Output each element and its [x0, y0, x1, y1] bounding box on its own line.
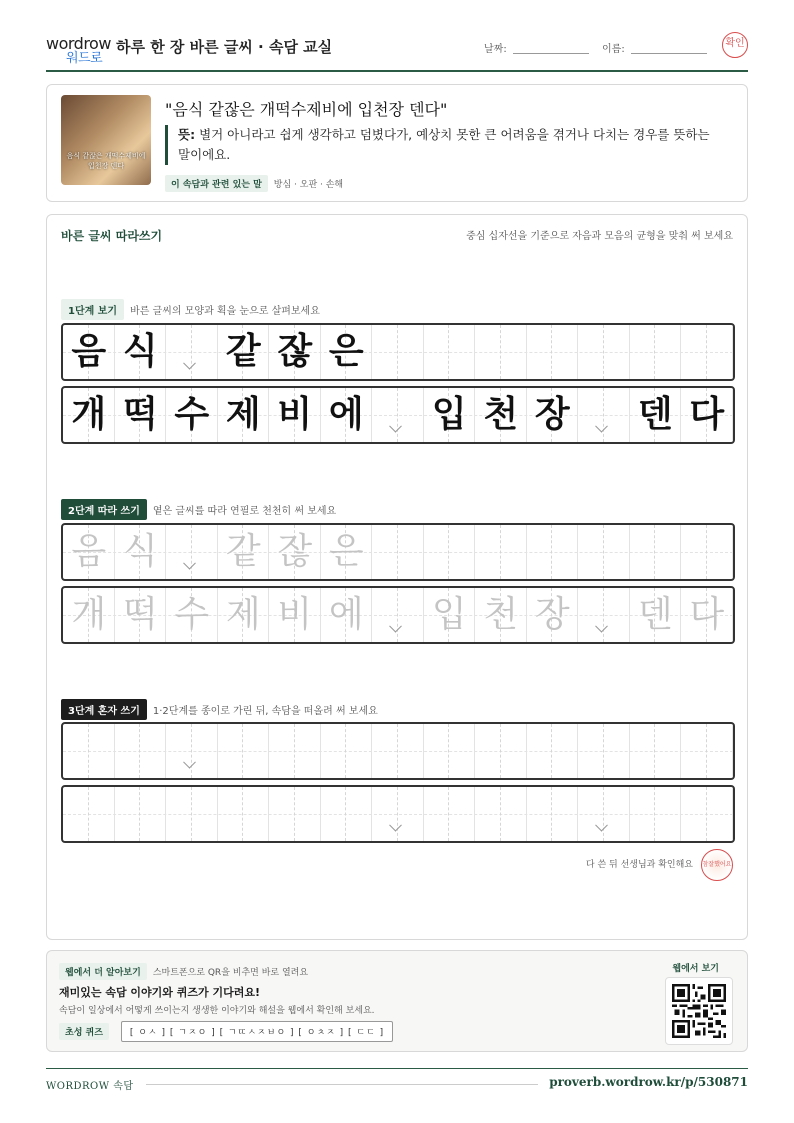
worksheet-title: 하루 한 장 바른 글씨 · 속담 교실 — [116, 38, 333, 56]
step1-row-2 — [61, 386, 735, 444]
space-marker-icon — [185, 762, 199, 770]
grid-cell — [552, 787, 578, 841]
footer-brand: WORDROW 속담 — [46, 1081, 134, 1092]
web-section — [46, 950, 748, 1052]
grid-cell — [321, 724, 347, 778]
teacher-stamp-icon: 참잘했어요 — [701, 849, 733, 881]
model-glyph: 떡 — [122, 394, 158, 435]
step3-badge: 3단계 혼자 쓰기 — [61, 699, 147, 720]
proverb-text: "음식 같잖은 개떡수제비에 입천장 덴다" — [165, 100, 448, 119]
trace-glyph: 은 — [328, 531, 364, 572]
space-marker-icon — [185, 363, 199, 371]
grid-cell — [681, 325, 707, 379]
web-desc: 속담이 일상에서 어떻게 쓰이는지 생생한 이야기와 해설을 웹에서 확인해 보세요. — [59, 1006, 375, 1016]
footer-url-link[interactable]: proverb.wordrow.kr/p/530871 — [549, 1075, 748, 1089]
step1-badge: 1단계 보기 — [61, 299, 124, 320]
grid-cell — [424, 724, 450, 778]
grid-cell — [501, 724, 527, 778]
grid-cell — [398, 724, 424, 778]
model-glyph: 음 — [71, 331, 107, 372]
grid-cell — [295, 724, 321, 778]
grid-cell — [295, 787, 321, 841]
trace-glyph: 비 — [277, 594, 313, 635]
practice-section — [46, 214, 748, 940]
grid-cell — [269, 787, 295, 841]
model-glyph: 제 — [225, 394, 261, 435]
grid-cell — [604, 724, 630, 778]
grid-cell — [89, 724, 115, 778]
web-tag-row — [59, 963, 308, 980]
grid-cell — [475, 724, 501, 778]
step3-row-2[interactable] — [61, 785, 735, 843]
date-field — [484, 40, 589, 55]
name-field — [602, 40, 707, 55]
model-glyph: 에 — [328, 394, 364, 435]
step3-header — [61, 699, 378, 720]
grid-cell — [63, 787, 89, 841]
trace-glyph: 에 — [328, 594, 364, 635]
space-marker-icon — [597, 426, 611, 434]
grid-cell — [218, 724, 244, 778]
trace-glyph: 식 — [122, 531, 158, 572]
date-label: 날짜: — [484, 44, 507, 55]
model-glyph: 덴 — [637, 394, 673, 435]
trace-glyph: 개 — [71, 594, 107, 635]
logo-text: wordrow — [46, 34, 111, 53]
grid-cell — [63, 724, 89, 778]
space-marker-icon — [391, 825, 405, 833]
step1-header — [61, 299, 320, 320]
grid-cell — [243, 787, 269, 841]
grid-cell — [655, 787, 681, 841]
space-marker-icon — [185, 563, 199, 571]
trace-glyph: 제 — [225, 594, 261, 635]
trace-glyph: 떡 — [122, 594, 158, 635]
grid-cell — [475, 525, 501, 579]
grid-cell — [527, 724, 553, 778]
grid-cell — [424, 787, 450, 841]
meaning-label: 뜻: — [178, 127, 196, 142]
space-marker-icon — [597, 825, 611, 833]
grid-cell — [501, 525, 527, 579]
related-list: 방심 · 오판 · 손해 — [273, 180, 344, 190]
step1-desc: 바른 글씨의 모양과 획을 눈으로 살펴보세요 — [130, 306, 320, 317]
grid-cell — [578, 325, 604, 379]
grid-cell — [707, 525, 733, 579]
grid-cell — [630, 724, 656, 778]
step2-row-2[interactable] — [61, 586, 735, 644]
grid-cell — [424, 325, 450, 379]
trace-glyph: 덴 — [637, 594, 673, 635]
model-glyph: 천 — [483, 394, 519, 435]
grid-cell — [269, 724, 295, 778]
trace-glyph: 입 — [431, 594, 467, 635]
grid-cell — [707, 325, 733, 379]
model-glyph: 비 — [277, 394, 313, 435]
step3-row-1[interactable] — [61, 722, 735, 780]
web-tag: 웹에서 더 알아보기 — [59, 963, 147, 980]
related-tag: 이 속담과 관련 있는 말 — [165, 175, 268, 192]
step1-row-1 — [61, 323, 735, 381]
grid-cell — [552, 525, 578, 579]
grid-cell — [604, 325, 630, 379]
model-glyph: 같 — [225, 331, 261, 372]
grid-cell — [475, 787, 501, 841]
meaning-text: 별거 아니라고 쉽게 생각하고 덤볐다가, 예상치 못한 큰 어려움을 겪거나 다치는 경우를 뜻하는 말이에요. — [178, 127, 710, 162]
grid-cell — [707, 787, 733, 841]
grid-cell — [655, 325, 681, 379]
illustration-caption: 음식 같잖은 개떡수제비에 입천장 덴다 — [66, 152, 146, 170]
grid-cell — [527, 787, 553, 841]
model-glyph: 다 — [689, 394, 725, 435]
grid-cell — [449, 724, 475, 778]
grid-cell — [630, 325, 656, 379]
grid-cell — [501, 787, 527, 841]
wordrow-logo[interactable] — [46, 34, 111, 66]
grid-cell — [681, 724, 707, 778]
space-marker-icon — [597, 626, 611, 634]
grid-cell — [243, 724, 269, 778]
grid-cell — [630, 525, 656, 579]
grid-cell — [115, 787, 141, 841]
step3-desc: 1·2단계를 종이로 가린 뒤, 속담을 떠올려 써 보세요 — [152, 706, 378, 717]
step2-header — [61, 499, 336, 520]
grid-cell — [192, 787, 218, 841]
grid-cell — [321, 787, 347, 841]
grid-cell — [552, 325, 578, 379]
qr-label: 웹에서 보기 — [672, 964, 719, 974]
grid-cell — [372, 724, 398, 778]
grid-cell — [527, 325, 553, 379]
grid-cell — [140, 787, 166, 841]
model-glyph: 장 — [534, 394, 570, 435]
worksheet-header — [46, 30, 748, 72]
grid-cell — [449, 325, 475, 379]
grid-cell — [681, 787, 707, 841]
grid-cell — [398, 325, 424, 379]
web-tag-desc: 스마트폰으로 QR을 비추면 바로 열려요 — [152, 968, 309, 978]
grid-cell — [501, 325, 527, 379]
grid-cell — [89, 787, 115, 841]
grid-cell — [372, 325, 398, 379]
trace-glyph: 천 — [483, 594, 519, 635]
grid-cell — [552, 724, 578, 778]
model-glyph: 수 — [174, 394, 210, 435]
proverb-meaning — [165, 125, 725, 165]
grid-cell — [655, 724, 681, 778]
related-words — [165, 175, 343, 192]
quiz-label: 초성 퀴즈 — [59, 1023, 109, 1040]
initial-quiz — [59, 1021, 393, 1042]
grid-cell — [655, 525, 681, 579]
grid-cell — [604, 525, 630, 579]
quiz-box: [ ㅇㅅ ] [ ㄱㅈㅇ ] [ ㄱㄸㅅㅈㅂㅇ ] [ ㅇㅊㅈ ] [ ㄷㄷ ] — [121, 1021, 393, 1042]
proverb-card — [46, 84, 748, 202]
trace-glyph: 장 — [534, 594, 570, 635]
grid-cell — [578, 724, 604, 778]
trace-glyph: 다 — [689, 594, 725, 635]
grid-cell — [449, 787, 475, 841]
grid-cell — [681, 525, 707, 579]
space-marker-icon — [391, 426, 405, 434]
grid-cell — [166, 787, 192, 841]
logo-subtext: 워드로 — [66, 51, 103, 66]
trace-glyph: 수 — [174, 594, 210, 635]
model-glyph: 식 — [122, 331, 158, 372]
step2-badge: 2단계 따라 쓰기 — [61, 499, 147, 520]
step2-desc: 옅은 글씨를 따라 연필로 천천히 써 보세요 — [152, 506, 337, 517]
grid-cell — [707, 724, 733, 778]
footer-divider — [146, 1084, 538, 1085]
model-glyph: 은 — [328, 331, 364, 372]
grid-cell — [424, 525, 450, 579]
grid-cell — [578, 525, 604, 579]
model-glyph: 개 — [71, 394, 107, 435]
model-glyph: 입 — [431, 394, 467, 435]
grid-cell — [527, 525, 553, 579]
proverb-illustration — [61, 95, 151, 185]
trace-glyph: 잖 — [277, 531, 313, 572]
practice-title: 바른 글씨 따라쓰기 — [61, 229, 163, 243]
step2-row-1[interactable] — [61, 523, 735, 581]
check-instruction: 다 쓴 뒤 선생님과 확인해요 — [585, 860, 693, 870]
grid-cell — [372, 525, 398, 579]
page-footer — [46, 1068, 748, 1098]
grid-cell — [398, 525, 424, 579]
trace-glyph: 음 — [71, 531, 107, 572]
grid-cell — [630, 787, 656, 841]
grid-cell — [346, 724, 372, 778]
model-glyph: 잖 — [277, 331, 313, 372]
qr-code-icon[interactable] — [665, 977, 733, 1045]
grid-cell — [218, 787, 244, 841]
grid-cell — [140, 724, 166, 778]
trace-glyph: 같 — [225, 531, 261, 572]
name-label: 이름: — [602, 44, 625, 55]
space-marker-icon — [391, 626, 405, 634]
check-stamp-icon: 확인 — [722, 32, 748, 58]
grid-cell — [346, 787, 372, 841]
grid-cell — [115, 724, 141, 778]
web-title: 재미있는 속담 이야기와 퀴즈가 기다려요! — [59, 986, 260, 999]
practice-hint: 중심 십자선을 기준으로 자음과 모음의 균형을 맞춰 써 보세요 — [466, 231, 733, 242]
grid-cell — [449, 525, 475, 579]
grid-cell — [475, 325, 501, 379]
